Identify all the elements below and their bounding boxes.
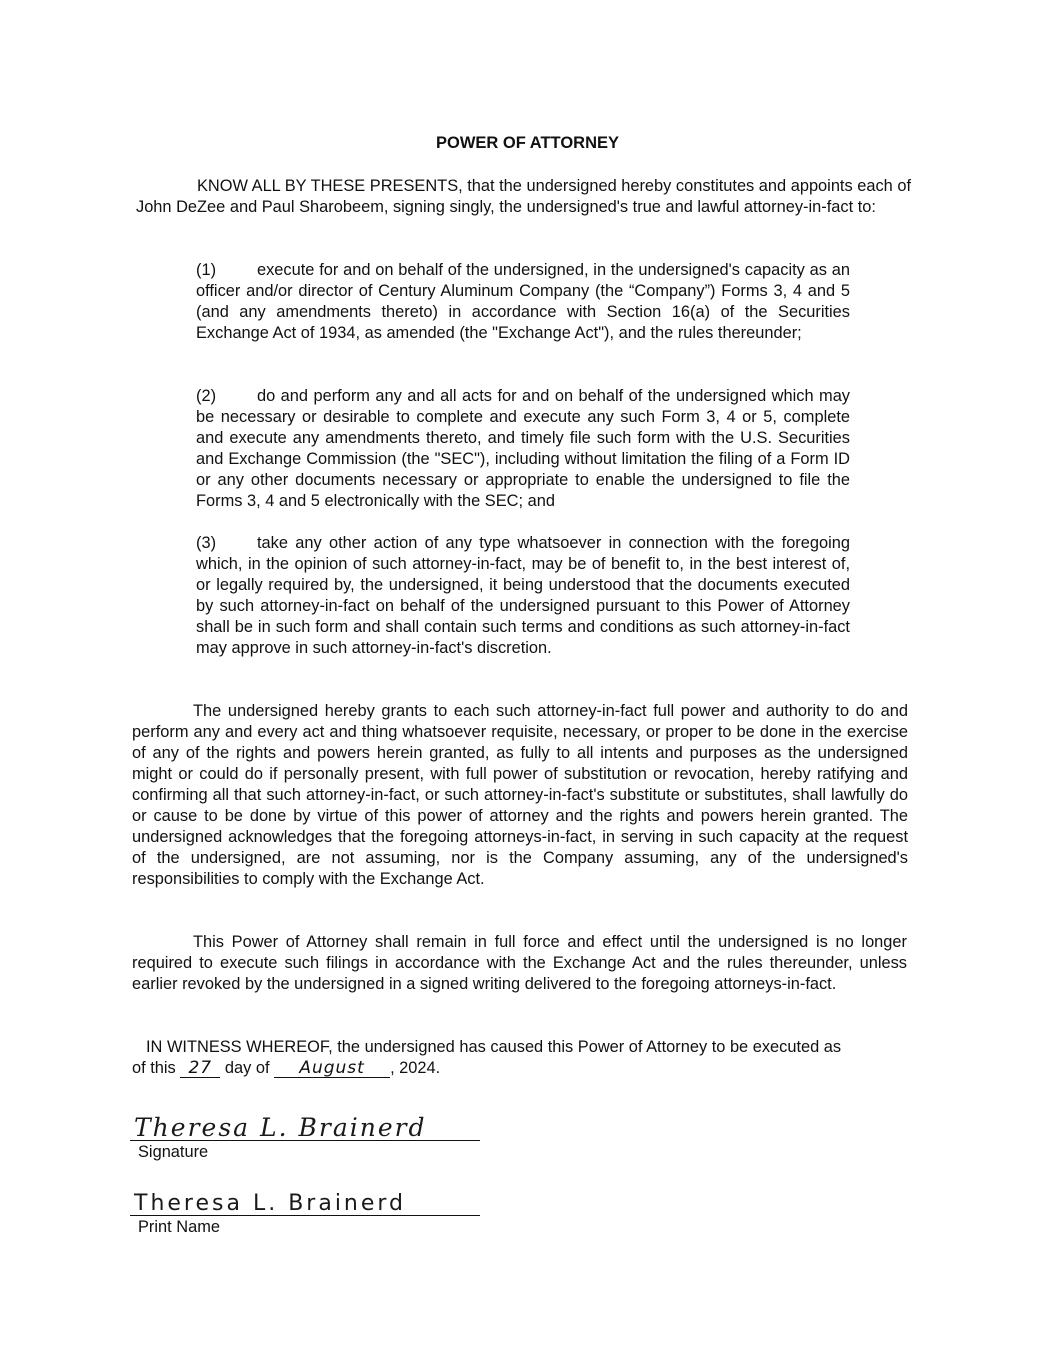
print-name-label: Print Name — [138, 1218, 220, 1236]
year-text: , 2024. — [390, 1059, 441, 1077]
list-item — [196, 386, 850, 512]
intro-paragraph: KNOW ALL BY THESE PRESENTS, that the undersigned hereby constitutes and appoints each of John DeZee and Paul Sharobeem, signing singly, the undersigned's true and lawful attorney-in-fact to: — [136, 177, 911, 216]
month-field: August — [274, 1059, 390, 1078]
signature-line — [130, 1092, 480, 1141]
handwritten-signature: Theresa L. Brainerd — [134, 1113, 427, 1142]
day-field: 27 — [180, 1059, 220, 1078]
witness-date-line — [132, 1058, 440, 1079]
print-name-block — [130, 1180, 480, 1238]
duration-paragraph: This Power of Attorney shall remain in full force and effect until the undersigned is no longer required to execute such filings in accordance with the Exchange Act and the rules thereunder, unless earlier revoked by the undersigned in a signed writing delivered to the foregoing attorneys-in-fact. — [132, 933, 907, 993]
grant-paragraph: The undersigned hereby grants to each such attorney-in-fact full power and authority to do and perform any and every act and thing whatsoever requisite, necessary, or proper to be done in the exercise of any of the rights and powers herein granted, as fully to all intents and purposes as the undersigned might or could do if personally present, with full power of substitution or revocation, hereby ratifying and confirming all that such attorney-in-fact, or such attorney-in-fact's substitute or substitutes, shall lawfully do or cause to be done by virtue of this power of attorney and the rights and powers herein granted. The undersigned acknowledges that the foregoing attorneys-in-fact, in serving in such capacity at the request of the undersigned, are not assuming, nor is the Company assuming, any of the undersigned's responsibilities to comply with the Exchange Act. — [132, 702, 908, 888]
day-of-text: day of — [224, 1059, 270, 1077]
document-title: POWER OF ATTORNEY — [435, 134, 620, 152]
item-number: (1) — [196, 261, 217, 279]
witness-clause: IN WITNESS WHEREOF, the undersigned has caused this Power of Attorney to be executed as — [146, 1038, 842, 1056]
signature-block — [130, 1092, 480, 1163]
item-text: take any other action of any type whatsoever in connection with the foregoing which, in the opinion of such attorney-in-fact, may be of benefit to, in the best interest of, or legally required by, the undersigned, it being understood that the documents executed by such attorney-in-fact on behalf of the undersigned pursuant to this Power of Attorney shall be in such form and shall contain such terms and conditions as such attorney-in-fact may approve in such attorney-in-fact's discretion. — [196, 534, 850, 657]
item-number: (3) — [196, 534, 217, 552]
item-text: execute for and on behalf of the undersigned, in the undersigned's capacity as an officer and/or director of Century Aluminum Company (the “Company”) Forms 3, 4 and 5 (and any amendments thereto) in accordance with Section 16(a) of the Securities Exchange Act of 1934, as amended (the "Exchange Act"), and the rules thereunder; — [196, 261, 850, 342]
of-this-text: of this — [132, 1059, 176, 1077]
list-item — [196, 533, 850, 659]
print-name-line — [130, 1180, 480, 1216]
signature-label: Signature — [138, 1143, 209, 1161]
item-number: (2) — [196, 387, 217, 405]
handwritten-print-name: Theresa L. Brainerd — [134, 1191, 407, 1216]
list-item — [196, 260, 850, 344]
item-text: do and perform any and all acts for and on behalf of the undersigned which may be necessary or desirable to complete and execute any such Form 3, 4 or 5, complete and execute any amendments thereto, and timely file such form with the U.S. Securities and Exchange Commission (the "SEC"), including without limitation the filing of a Form ID or any other documents necessary or appropriate to enable the undersigned to file the Forms 3, 4 and 5 electronically with the SEC; and — [196, 387, 850, 510]
